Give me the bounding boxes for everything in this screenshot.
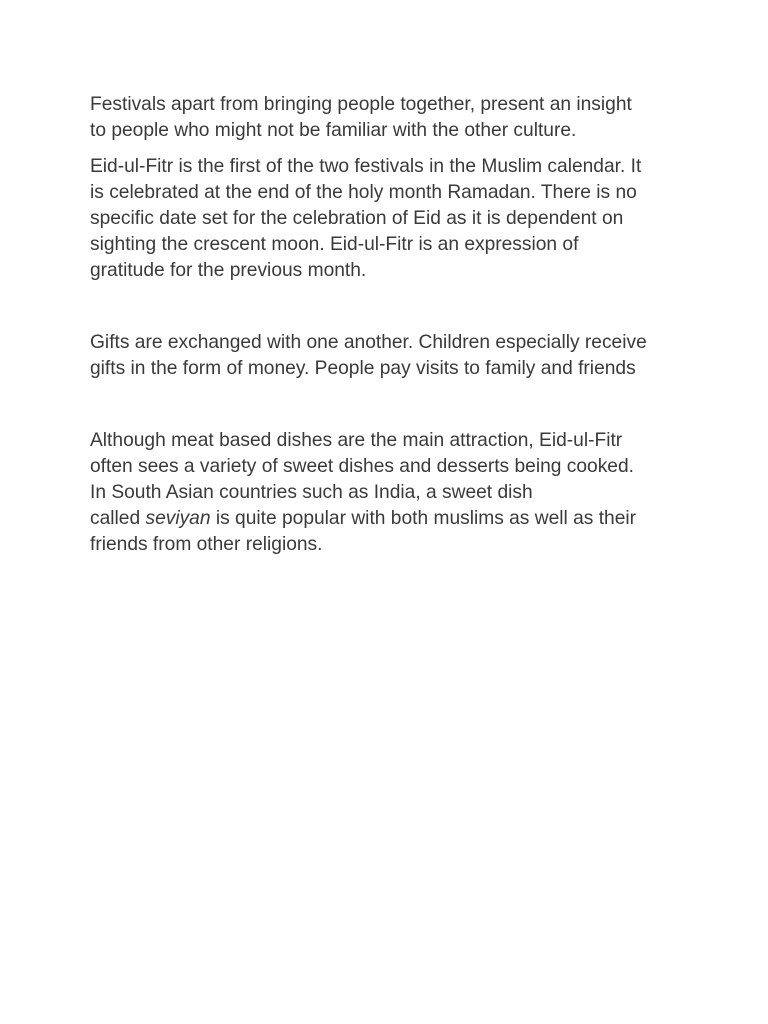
paragraph-gifts: Gifts are exchanged with one another. Children especially receive gifts in the form of money. People pay visits to family and friends <box>90 332 647 379</box>
paragraph-dishes-text-after: is quite popular with both muslims as well as their friends from other religions. <box>90 508 637 555</box>
paragraph-eid-description: Eid-ul-Fitr is the first of the two festivals in the Muslim calendar. It is celebrated at the end of the holy month Ramadan. There is no specific date set for the celebration of Eid as it is dependent on sighting the crescent moon. Eid-ul-Fitr is an expression of gratitude for the previous month. <box>90 156 642 281</box>
paragraph-dishes-text-before: Although meat based dishes are the main attraction, Eid-ul-Fitr often sees a variety of sweet dishes and desserts being cooked. In South Asian countries such as India, a sweet dish called <box>90 430 634 529</box>
document-page <box>90 92 690 558</box>
paragraph-dishes <box>90 428 690 558</box>
seviyan-term: seviyan <box>145 508 211 529</box>
paragraph-festivals-intro: Festivals apart from bringing people together, present an insight to people who might not be familiar with the other culture. <box>90 94 632 141</box>
